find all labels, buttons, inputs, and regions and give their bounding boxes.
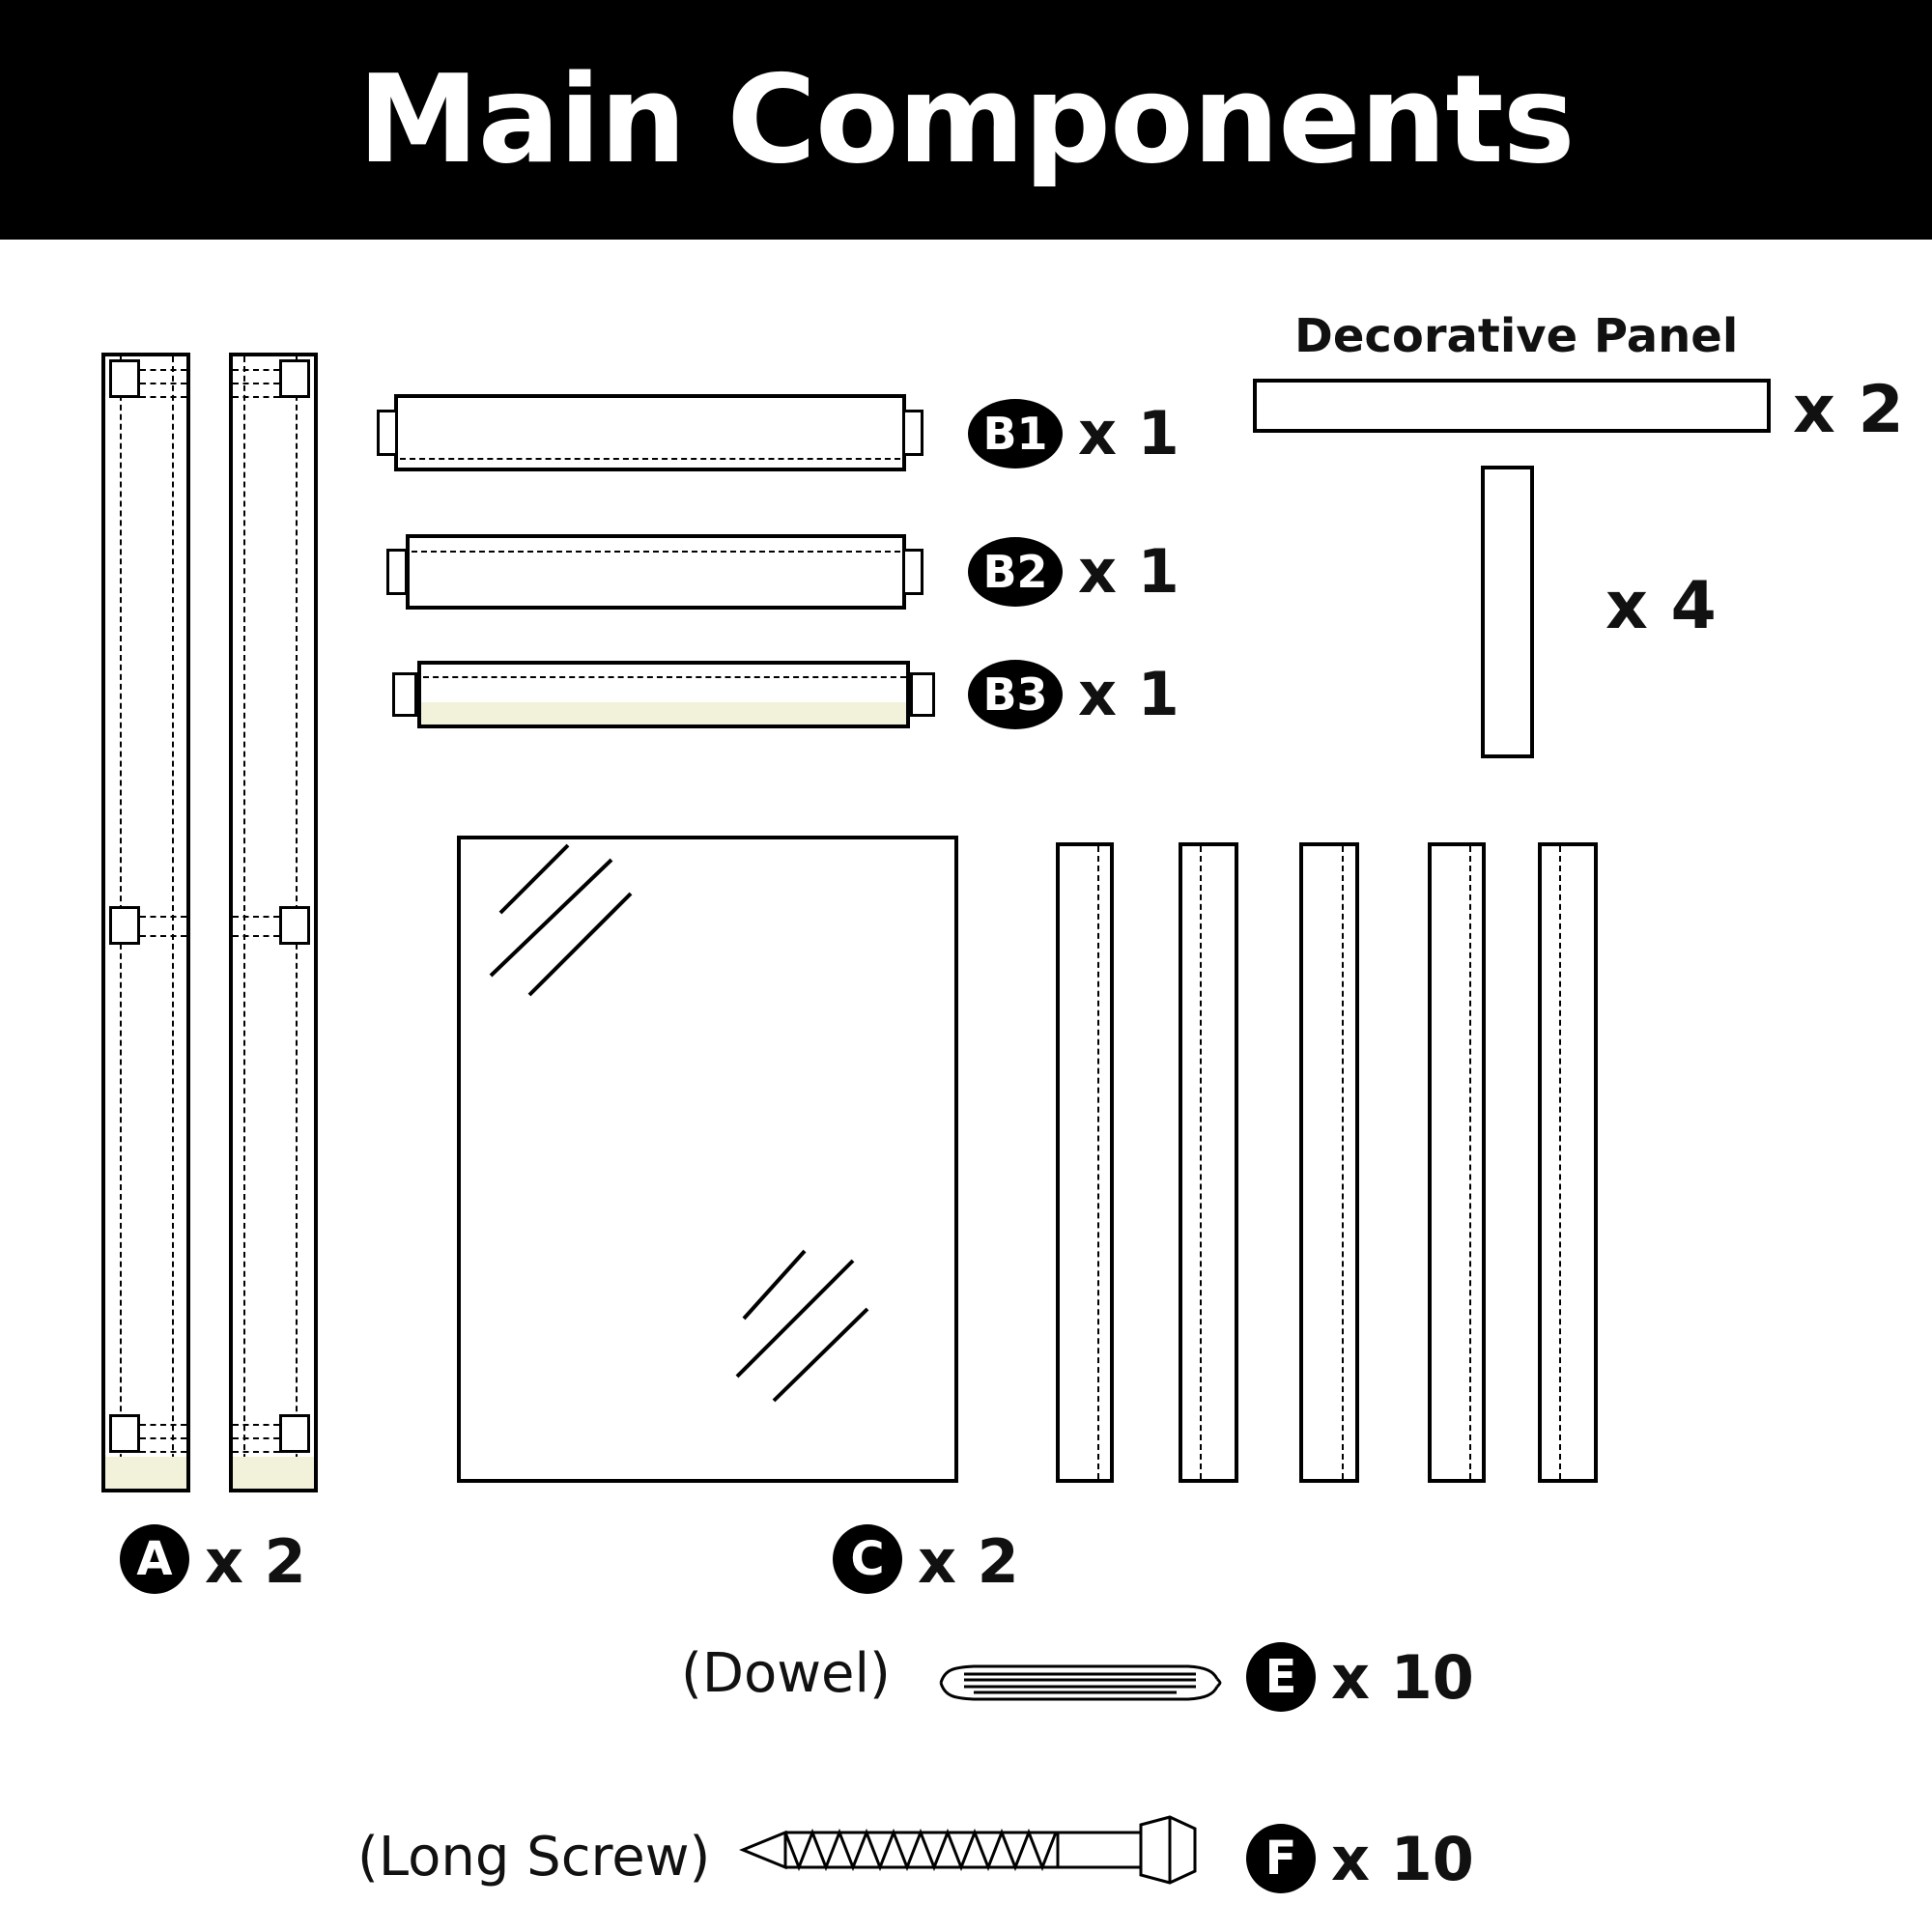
part-a-post-1-dash-bot-1 (140, 1424, 186, 1426)
part-b2-qty: x 1 (1078, 536, 1179, 607)
part-b3-dash (423, 676, 906, 678)
part-b2-dash (412, 551, 900, 553)
part-a-post-1-foot (105, 1457, 186, 1489)
part-a-post-2-connector-bottom (279, 1414, 310, 1453)
decorative-panel-qty: x 2 (1793, 372, 1904, 448)
part-a-post-1-connector-mid (109, 906, 140, 945)
part-c-badge: C (833, 1524, 902, 1594)
part-a-post-1-dash-bot-2 (140, 1437, 186, 1439)
part-a-post-1-connector-top (109, 359, 140, 398)
dowel-icon (935, 1654, 1225, 1712)
slat-5-dash (1559, 846, 1561, 1479)
part-a-post-1-dash-right (172, 356, 174, 1489)
part-b2-end-right (902, 549, 923, 595)
part-a-post-2-connector-mid (279, 906, 310, 945)
part-b1-end-right (902, 410, 923, 456)
part-a-post-1-dash-top-3 (140, 396, 186, 398)
slat-2 (1179, 842, 1238, 1483)
part-a-post-2-dash-mid-1 (233, 916, 279, 918)
part-c-qty: x 2 (918, 1526, 1019, 1597)
part-b2-body (406, 534, 906, 610)
dowel-label: (Dowel) (681, 1642, 891, 1705)
part-b2-end-left (386, 549, 408, 595)
part-b2-badge: B2 (968, 537, 1063, 607)
part-a-post-2-dash-mid-2 (233, 935, 279, 937)
decorative-panel-body (1253, 379, 1771, 433)
part-a-post-2-dash-left (243, 356, 245, 1489)
part-a-post-2-dash-bot-3 (233, 1451, 279, 1453)
part-b3-qty: x 1 (1078, 659, 1179, 729)
slat-4-dash (1469, 846, 1471, 1479)
part-b1-body (394, 394, 906, 471)
long-screw-icon (739, 1811, 1222, 1889)
vertical-panel-body (1481, 466, 1534, 758)
part-a-post-2-dash-top-3 (233, 396, 279, 398)
slat-3-dash (1342, 846, 1344, 1479)
part-b3-badge: B3 (968, 660, 1063, 729)
part-a-post-2-dash-top-2 (233, 383, 279, 384)
slat-2-dash (1200, 846, 1202, 1479)
part-a-post-2-dash-bot-2 (233, 1437, 279, 1439)
long-screw-qty: x 10 (1331, 1824, 1474, 1894)
dowel-badge: E (1246, 1642, 1316, 1712)
header-bar (0, 0, 1932, 240)
part-b1-dash (400, 458, 900, 460)
part-b3-edge (421, 702, 906, 724)
part-a-badge: A (120, 1524, 189, 1594)
dowel-qty: x 10 (1331, 1642, 1474, 1713)
part-a-post-2-dash-top-1 (233, 369, 279, 371)
part-a-post-1-connector-bottom (109, 1414, 140, 1453)
part-b3-end-left (392, 672, 417, 717)
part-a-post-1-dash-mid-2 (140, 935, 186, 937)
part-a-post-1-dash-top-2 (140, 383, 186, 384)
slat-1 (1056, 842, 1114, 1483)
part-a-post-2-dash-bot-1 (233, 1424, 279, 1426)
part-a-post-1-dash-mid-1 (140, 916, 186, 918)
part-a-post-2-connector-top (279, 359, 310, 398)
part-b1-badge: B1 (968, 399, 1063, 469)
decorative-panel-label: Decorative Panel (1294, 309, 1739, 363)
part-a-post-1-dash-bot-3 (140, 1451, 186, 1453)
slat-4 (1428, 842, 1486, 1483)
part-b1-end-left (377, 410, 398, 456)
part-a-qty: x 2 (205, 1526, 306, 1597)
part-a-post-2-foot (233, 1457, 314, 1489)
page-title: Main Components (357, 48, 1575, 190)
long-screw-label: (Long Screw) (357, 1826, 711, 1889)
long-screw-badge: F (1246, 1824, 1316, 1893)
slat-1-dash (1097, 846, 1099, 1479)
part-b3-end-right (910, 672, 935, 717)
vertical-panel-qty: x 4 (1605, 568, 1717, 644)
part-c-shine (457, 836, 958, 1483)
part-b1-qty: x 1 (1078, 398, 1179, 469)
part-a-post-1-dash-top-1 (140, 369, 186, 371)
slat-3 (1299, 842, 1359, 1483)
slat-5 (1538, 842, 1598, 1483)
